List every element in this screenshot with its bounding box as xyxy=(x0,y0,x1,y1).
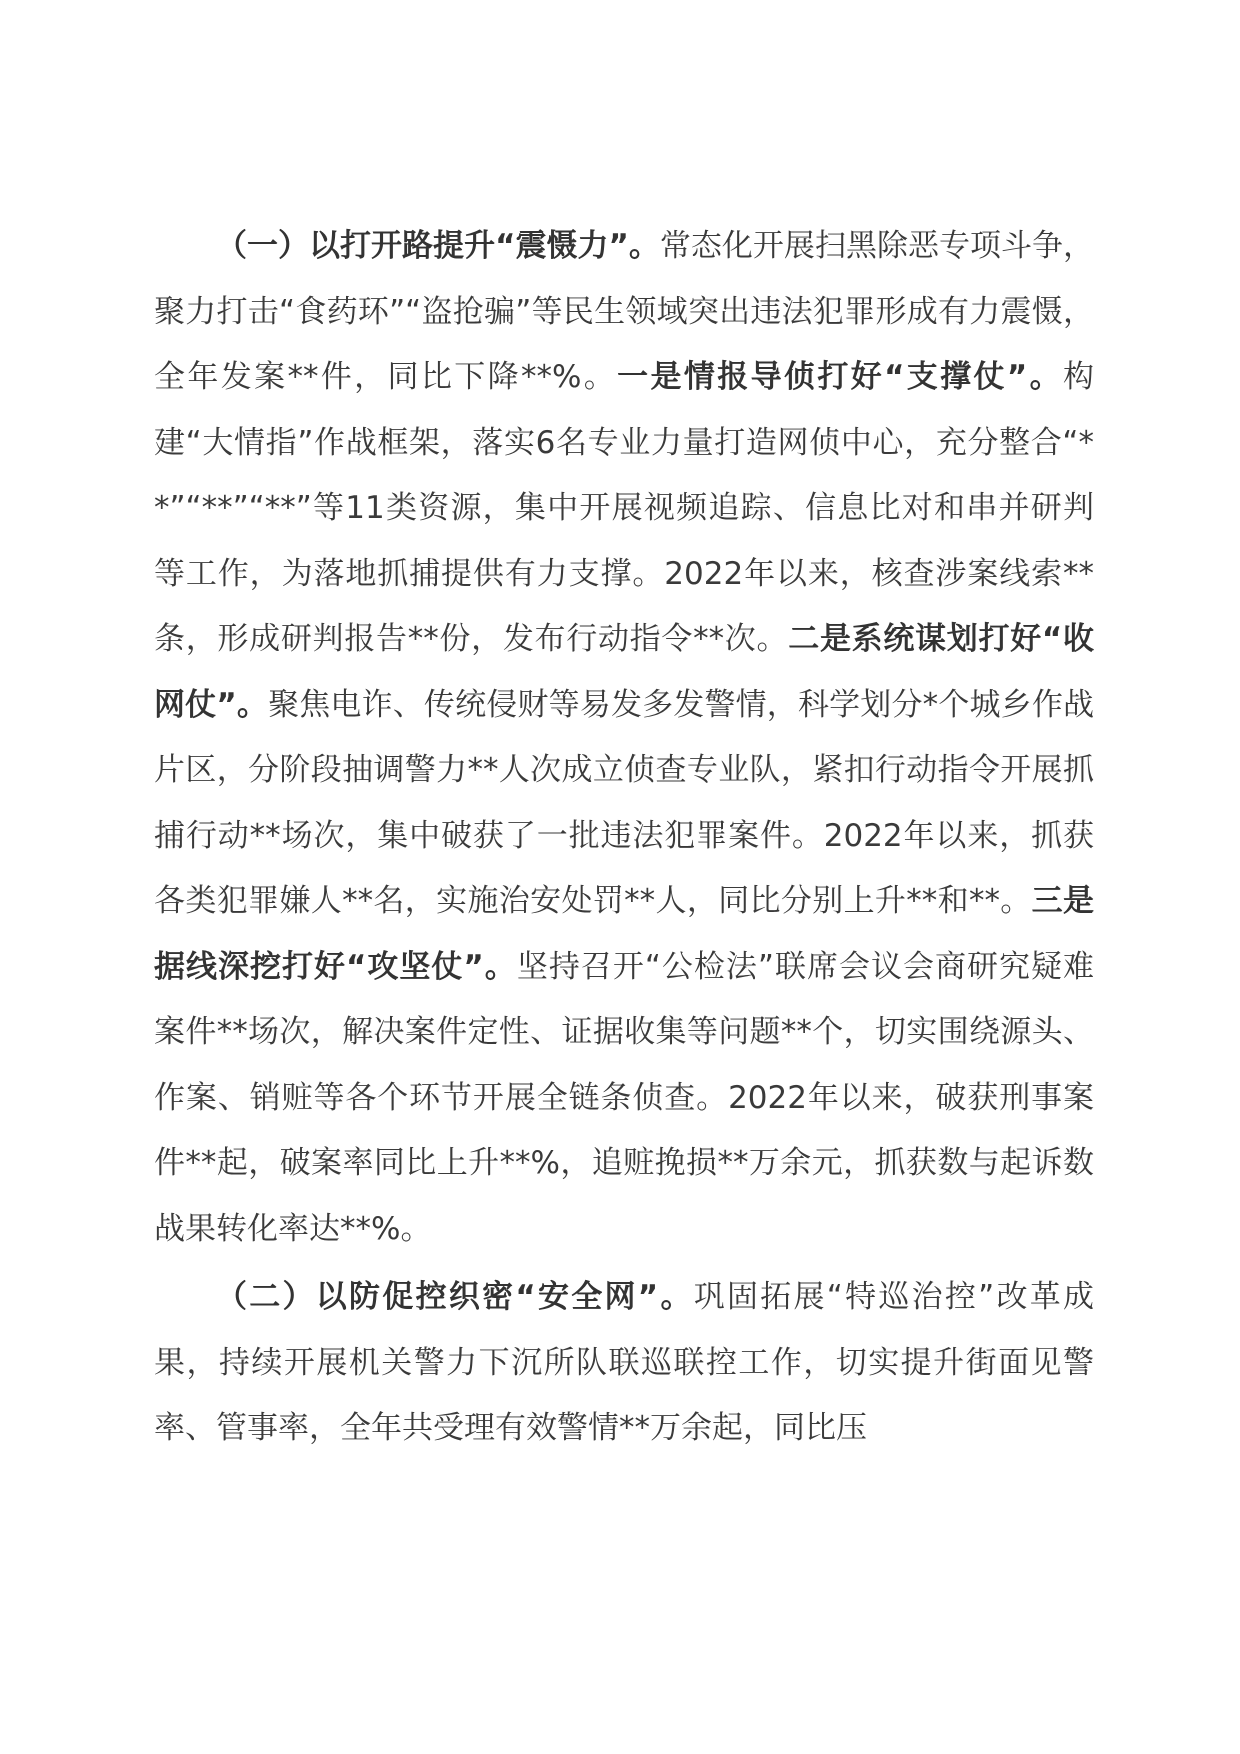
paragraph-2 xyxy=(154,1265,1094,1462)
section-heading-1: （一）以打开路提升“震慑力”。 xyxy=(216,228,660,264)
document-body xyxy=(154,214,1094,1462)
section-heading-2: （二）以防促控织密“安全网”。 xyxy=(216,1279,694,1315)
body-text: 聚焦电诈、传统侵财等易发多发警情，科学划分*个城乡作战片区，分阶段抽调警力**人次成立侦查专业队，紧扣行动指令开展抓捕行动**场次，集中破获了一批违法犯罪案件。2022年以来，抓获各类犯罪嫌人**名，实施治安处罚**人，同比分别上升**和**。 xyxy=(154,686,1095,919)
paragraph-1 xyxy=(154,214,1094,1262)
body-text: 坚持召开“公检法”联席会议会商研究疑难案件**场次，解决案件定性、证据收集等问题**个，切实围绕源头、作案、销赃等各个环节开展全链条侦查。2022年以来，破获刑事案件**起，破案率同比上升**%，追赃挽损**万余元，抓获数与起诉数战果转化率达**%。 xyxy=(154,948,1095,1247)
body-text: 常态化开展扫黑除恶专项斗争，聚力打击“食药环”“盗抢骗”等民生领域突出违法犯罪形成有力震慑，全年发案**件，同比下降**%。 xyxy=(154,228,1095,395)
body-text: 巩固拓展“特巡治控”改革成果，持续开展机关警力下沉所队联巡联控工作，切实提升街面见警率、管事率，全年共受理有效警情**万余起，同比压 xyxy=(154,1279,1095,1446)
body-text: 构建“大情指”作战框架，落实6名专业力量打造网侦中心，充分整合“**”“**”“**”等11类资源，集中开展视频追踪、信息比对和串并研判等工作，为落地抓捕提供有力支撑。2022年以来，核查涉案线索**条，形成研判报告**份，发布行动指令**次。 xyxy=(154,359,1094,657)
subheading-1: 一是情报导侦打好“支撑仗”。 xyxy=(617,359,1063,395)
subheading-2: 二是系统谋划打好“收网仗”。 xyxy=(154,621,1095,723)
subheading-3: 三是据线深挖打好“攻坚仗”。 xyxy=(154,883,1095,985)
